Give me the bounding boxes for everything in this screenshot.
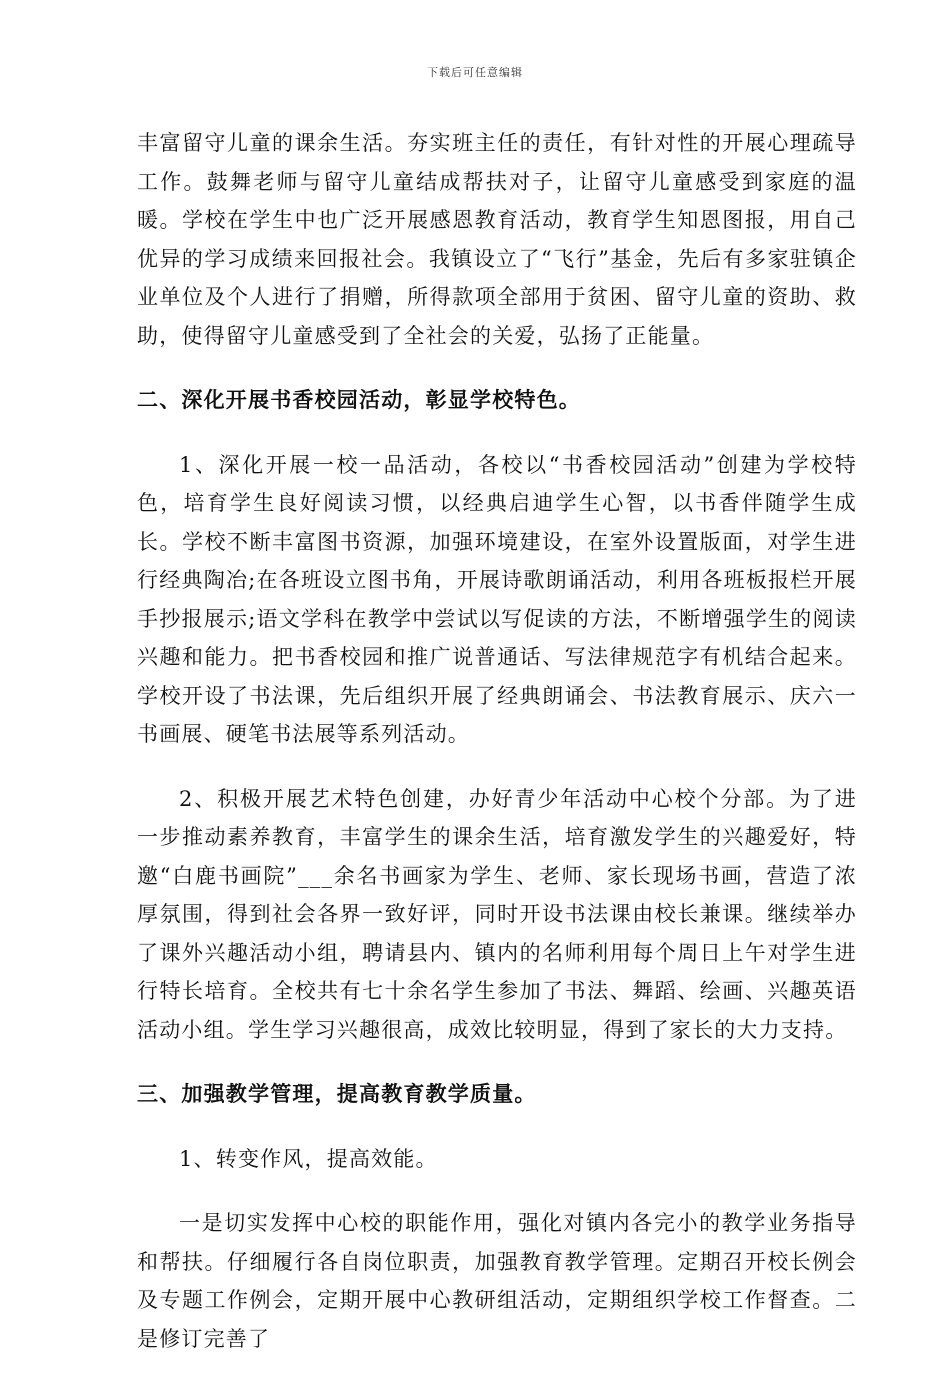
paragraph-reading-campus: 1、深化开展一校一品活动，各校以“书香校园活动”创建为学校特色，培育学生良好阅读习惯，以经典启迪学生心智，以书香伴随学生成长。学校不断丰富图书资源，加强环境建设，在室外设置版面，对学生进行经典陶冶;在各班设立图书角，开展诗歌朗诵活动，利用各班板报栏开展手抄报展示;语文学科在教学中尝试以写促读的方法，不断增强学生的阅读兴趣和能力。把书香校园和推广说普通话、写法律规范字有机结合起来。学校开设了书法课，先后组织开展了经典朗诵会、书法教育展示、庆六一书画展、硬笔书法展等系列活动。 <box>137 452 857 746</box>
section-heading-2: 二、深化开展书香校园活动，彰显学校特色。 <box>137 387 581 412</box>
section-heading-3: 三、加强教学管理，提高教育教学质量。 <box>137 1081 537 1106</box>
paragraph-art-features: 2、积极开展艺术特色创建，办好青少年活动中心校个分部。为了进一步推动素养教育，丰富学生的课余生活，培育激发学生的兴趣爱好，特邀“白鹿书画院”___余名书画家为学生、老师、家长现场书画，营造了浓厚氛围，得到社会各界一致好评，同时开设书法课由校长兼课。继续举办了课外兴趣活动小组，聘请县内、镇内的名师利用每个周日上午对学生进行特长培育。全校共有七十余名学生参加了书法、舞蹈、绘画、兴趣英语活动小组。学生学习兴趣很高，成效比较明显，得到了家长的大力支持。 <box>137 786 857 1042</box>
paragraph-work-style: 1、转变作风，提高效能。 <box>179 1146 438 1171</box>
document-body <box>137 124 857 1384</box>
paragraph-left-behind-children: 丰富留守儿童的课余生活。夯实班主任的责任，有针对性的开展心理疏导工作。鼓舞老师与留守儿童结成帮扶对子，让留守儿童感受到家庭的温暖。学校在学生中也广泛开展感恩教育活动，教育学生知恩图报，用自己优异的学习成绩来回报社会。我镇设立了“飞行”基金，先后有多家驻镇企业单位及个人进行了捐赠，所得款项全部用于贫困、留守儿童的资助、救助，使得留守儿童感受到了全社会的关爱，弘扬了正能量。 <box>137 131 857 348</box>
paragraph-central-school-role: 一是切实发挥中心校的职能作用，强化对镇内各完小的教学业务指导和帮扶。仔细履行各自岗位职责，加强教育教学管理。定期召开校长例会及专题工作例会，定期开展中心教研组活动，定期组织学校工作督查。二是修订完善了 <box>137 1211 857 1351</box>
page-header: 下载后可任意编辑 <box>427 66 523 79</box>
